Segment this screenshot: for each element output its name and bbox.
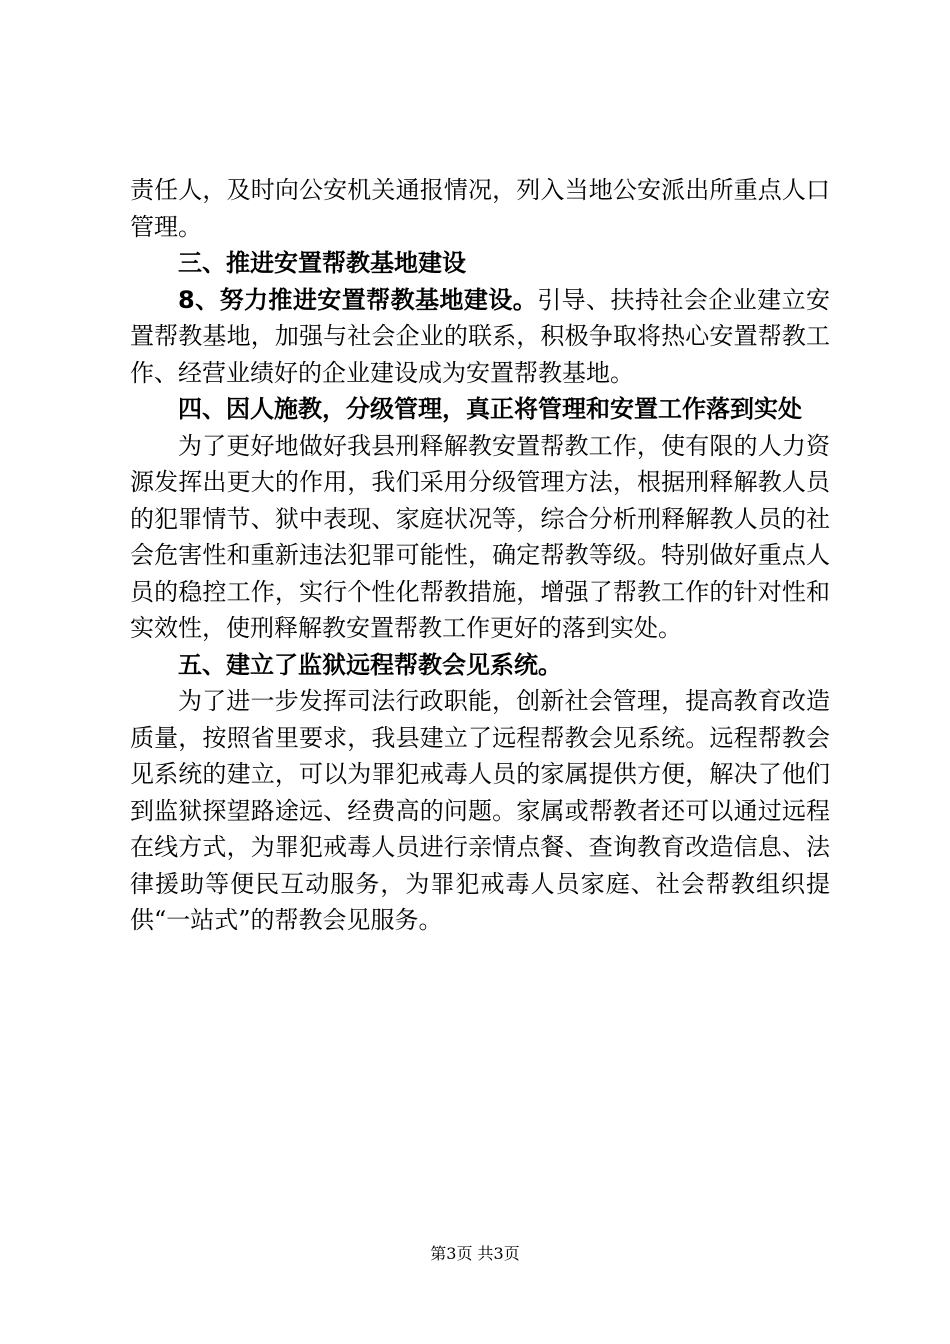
document-body: [130, 172, 830, 939]
section-heading-5: 五、建立了监狱远程帮教会见系统。: [178, 650, 562, 679]
item-8-lead: 8、努力推进安置帮教基地建设。: [178, 285, 538, 314]
paragraph-item-8: [130, 282, 830, 392]
item-8-text: 引导、扶持社会企业建立安置帮教基地，加强与社会企业的联系，积极争取将热心安置帮教工作、经营业绩好的企业建设成为安置帮教基地。: [130, 285, 830, 387]
section-heading-4: 四、因人施教，分级管理，真正将管理和安置工作落到实处: [178, 395, 802, 423]
paragraph-continuation: 责任人，及时向公安机关通报情况，列入当地公安派出所重点人口管理。: [130, 176, 830, 241]
page-footer: [0, 1244, 950, 1264]
section-heading-3: 三、推进安置帮教基地建设: [178, 249, 466, 277]
page-number: 第3页 共3页: [430, 1244, 520, 1263]
paragraph-section-4-body: 为了更好地做好我县刑释解教安置帮教工作，使有限的人力资源发挥出更大的作用，我们采用分级管理方法，根据刑释解教人员的犯罪情节、狱中表现、家庭状况等，综合分析刑释解教人员的社会危害性和重新违法犯罪可能性，确定帮教等级。特别做好重点人员的稳控工作，实行个性化帮教措施，增强了帮教工作的针对性和实效性，使刑释解教安置帮教工作更好的落到实处。: [130, 431, 830, 642]
paragraph-section-5-body: 为了进一步发挥司法行政职能，创新社会管理，提高教育改造质量，按照省里要求，我县建立了远程帮教会见系统。远程帮教会见系统的建立，可以为罪犯戒毒人员的家属提供方便，解决了他们到监狱探望路途远、经费高的问题。家属或帮教者还可以通过远程在线方式，为罪犯戒毒人员进行亲情点餐、查询教育改造信息、法律援助等便民互动服务，为罪犯戒毒人员家庭、社会帮教组织提供“一站式”的帮教会见服务。: [130, 687, 830, 934]
